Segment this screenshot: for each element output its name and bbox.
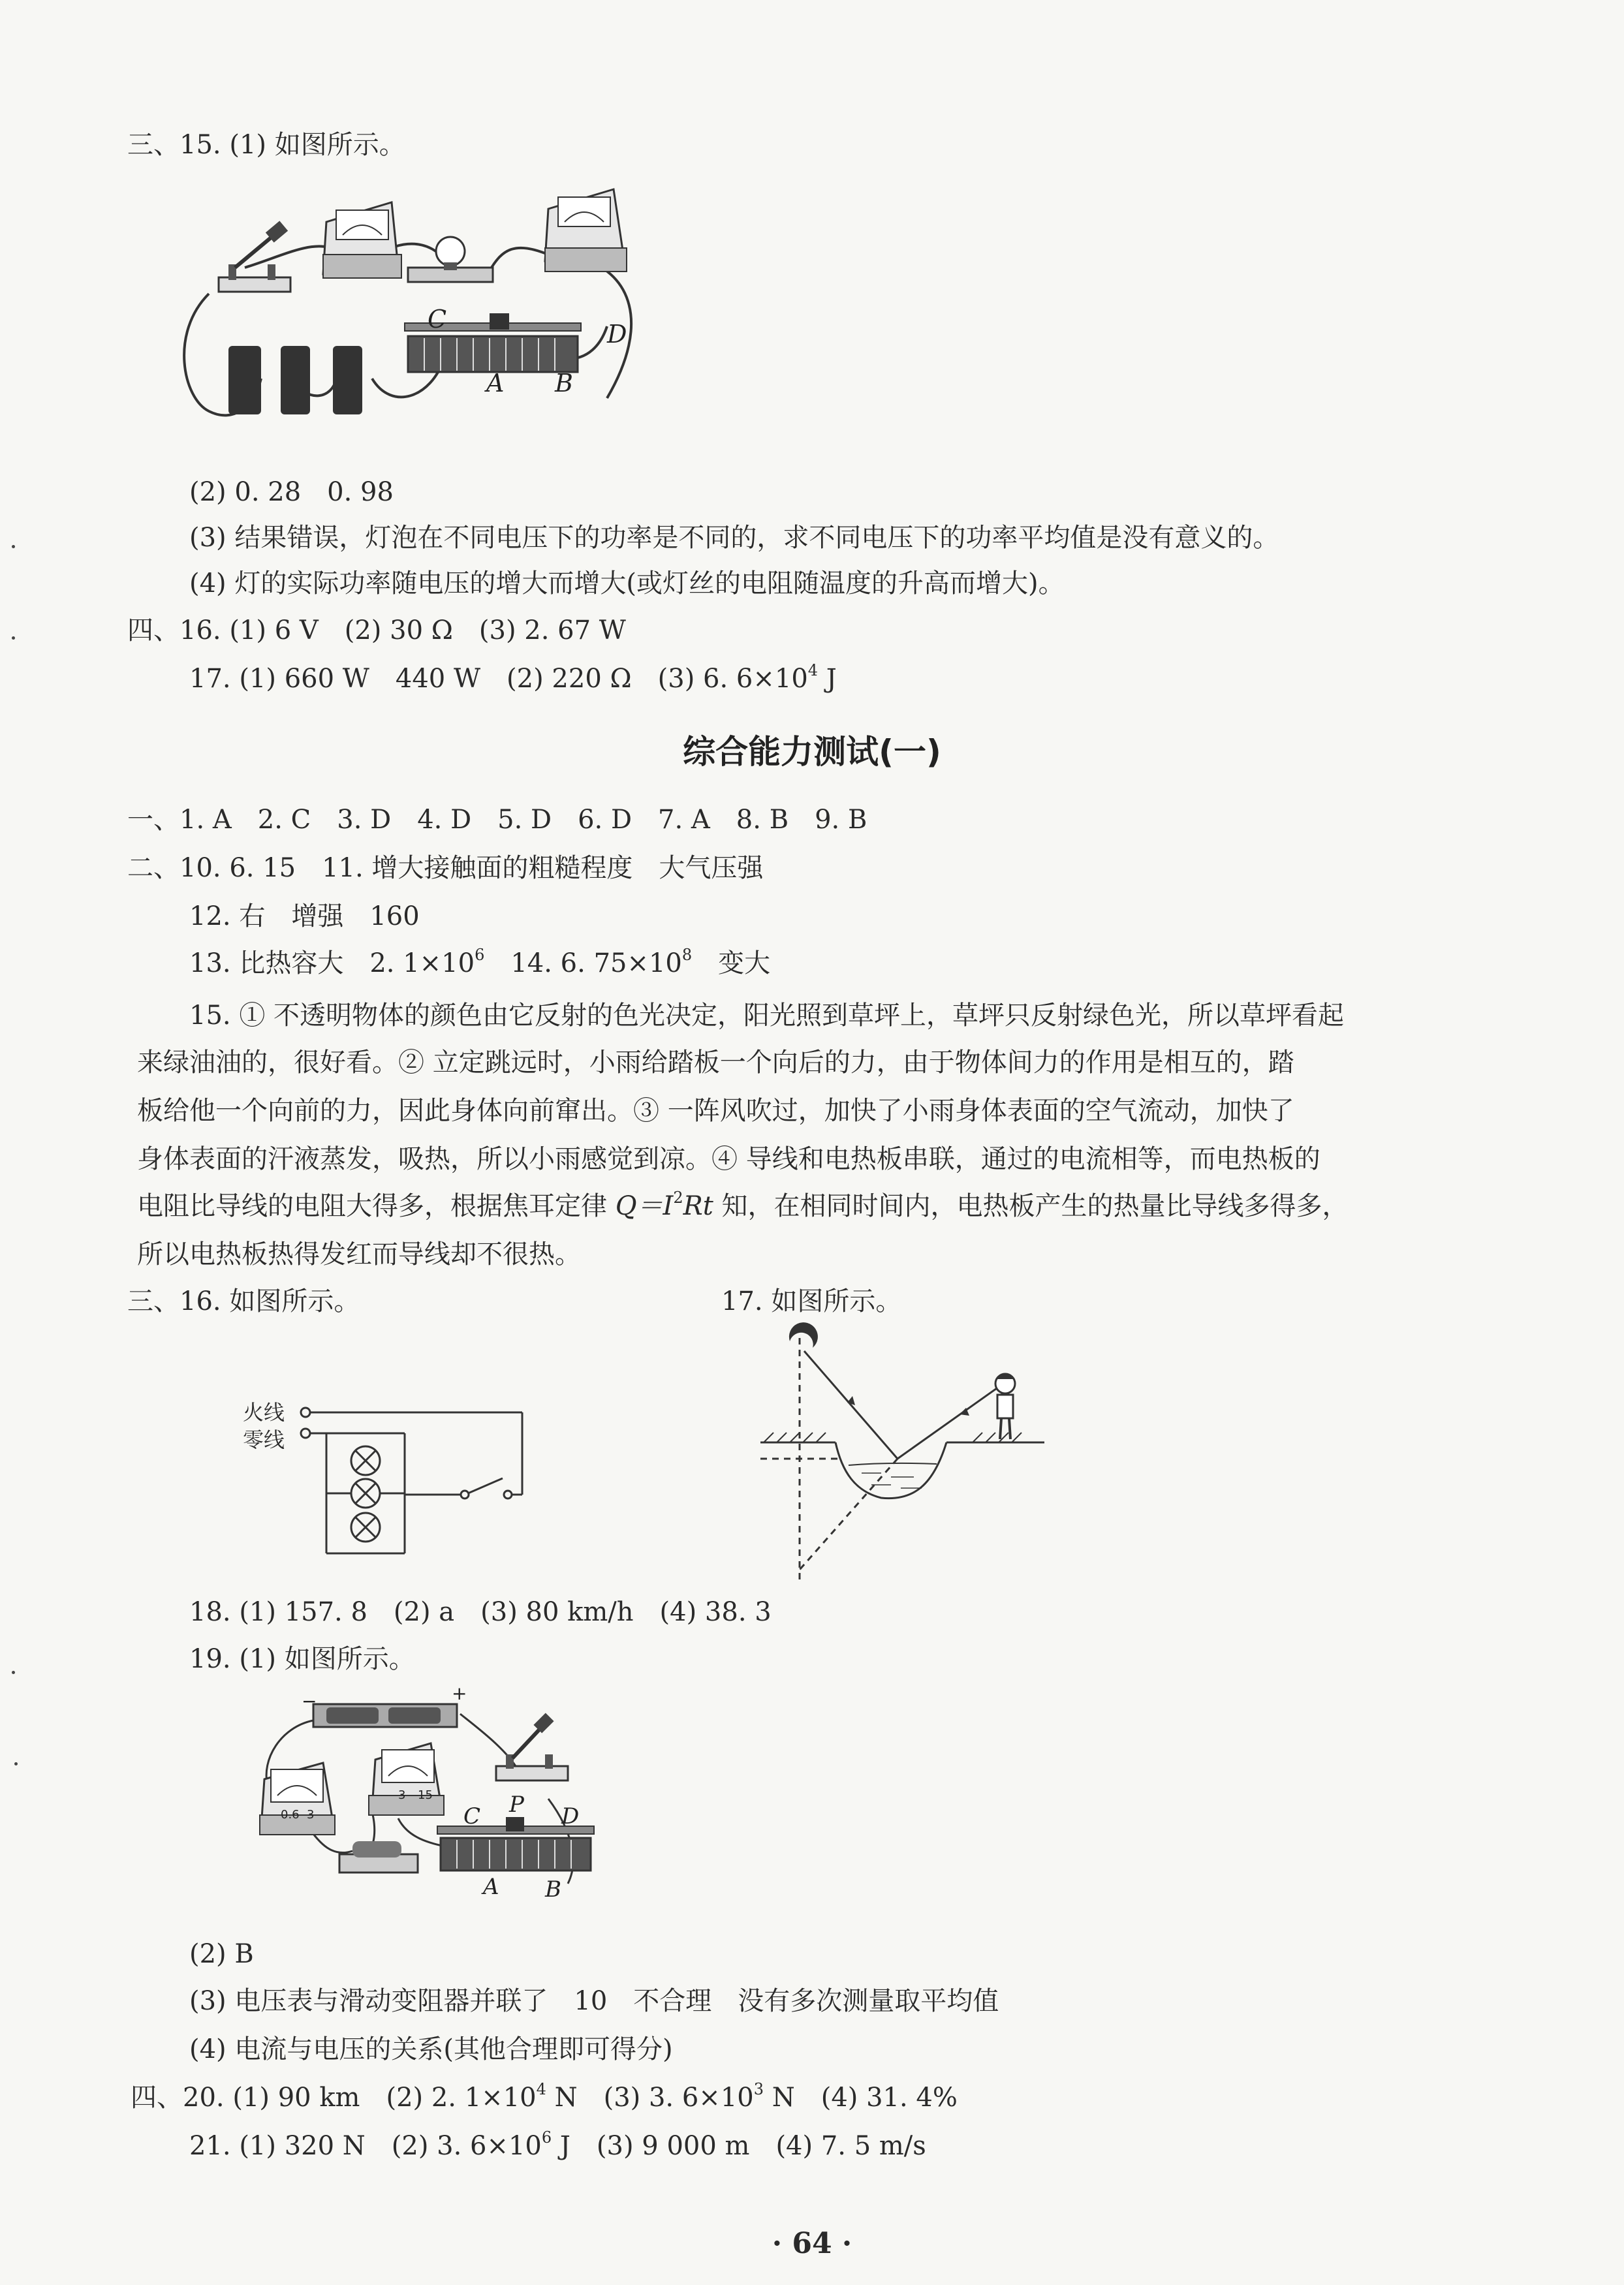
ammeter-icon: [260, 1763, 335, 1835]
q15-paragraph-line-4: 身体表面的汗液蒸发，吸热，所以小雨感觉到凉。④ 导线和电热板串联，通过的电流相等，而电热板的: [137, 1144, 1320, 1174]
q15-heading: 三、15. (1) 如图所示。: [127, 130, 405, 160]
ammeter-scale-0.6: 0.6: [281, 1808, 300, 1822]
q18-answer: 18. (1) 157. 8 (2) a (3) 80 km/h (4) 38. 3: [189, 1597, 772, 1627]
section-title: 综合能力测试(一): [683, 733, 941, 771]
voltmeter-scale-15: 15: [418, 1788, 433, 1802]
circuit-diagram-1: [183, 163, 679, 450]
q15-answer-3: (3) 结果错误，灯泡在不同电压下的功率是不同的，求不同电压下的功率平均值是没有意义的。: [189, 523, 1279, 553]
q15-paragraph-line-5: 电阻比导线的电阻大得多，根据焦耳定律 $Q=I^2Rt$ 知，在相同时间内，电热板产生的热量比导线多得多，: [137, 1189, 1349, 1221]
plus-sign: +: [452, 1688, 467, 1704]
voltmeter-icon: [323, 202, 401, 278]
ammeter-scale-3: 3: [307, 1808, 315, 1822]
choice-answers: 一、1. A 2. C 3. D 4. D 5. D 6. D 7. A 8. B 9. B: [127, 805, 867, 835]
margin-mark: [12, 636, 15, 640]
q21-answer: 21. (1) 320 N (2) 3. $6\times 10^6$ J (3) 9 000 m (4) 7. 5 m/s: [189, 2128, 926, 2161]
q15-paragraph-line-3: 板给他一个向前的力，因此身体向前窜出。③ 一阵风吹过，加快了小雨身体表面的空气流动，加快了: [137, 1096, 1294, 1126]
q15-paragraph-line-6: 所以电热板热得发红而导线却不很热。: [137, 1239, 581, 1269]
moon-icon: [789, 1322, 818, 1348]
q15-answer-2: (2) 0. 28 0. 98: [189, 477, 394, 507]
household-circuit-diagram: [287, 1397, 535, 1566]
q15-answer-4: (4) 灯的实际功率随电压的增大而增大(或灯丝的电阻随温度的升高而增大)。: [189, 568, 1065, 598]
q16-heading: 三、16. 如图所示。: [127, 1286, 360, 1316]
label-a: A: [483, 1874, 499, 1900]
margin-mark: [12, 545, 15, 548]
q17-answer: 17. (1) 660 W 440 W (2) 220 Ω (3) 6. $6\times 10^4$ J: [189, 661, 837, 694]
minus-sign: −: [302, 1690, 317, 1712]
reflection-diagram: [751, 1322, 1090, 1583]
circuit-diagram-2: [242, 1688, 607, 1910]
page-number: · 64 ·: [772, 2227, 852, 2260]
ammeter-icon: [545, 189, 627, 272]
label-b: B: [545, 1876, 561, 1903]
live-wire-label: 火线: [243, 1400, 285, 1425]
label-c: C: [428, 305, 447, 334]
q19-answer-3: (3) 电压表与滑动变阻器并联了 10 不合理 没有多次测量取平均值: [189, 1986, 999, 2016]
q15-paragraph-line-1: 15. ① 不透明物体的颜色由它反射的色光决定，阳光照到草坪上，草坪只反射绿色光，所以草坪看起: [189, 1001, 1345, 1031]
q20-answer: 四、20. (1) 90 km (2) 2. $1\times 10^4$ N (3) 3. $6\times 10^3$ N (4) 31. 4%: [131, 2080, 958, 2113]
voltmeter-icon: [369, 1743, 444, 1815]
label-b: B: [555, 369, 573, 397]
label-d: D: [561, 1803, 580, 1829]
q15-paragraph-line-2: 来绿油油的，很好看。② 立定跳远时，小雨给踏板一个向后的力，由于物体间力的作用是相互的，踏: [137, 1048, 1294, 1078]
q19-answer-4: (4) 电流与电压的关系(其他合理即可得分): [189, 2034, 673, 2064]
label-c: C: [463, 1803, 481, 1829]
fill-answer-13-14: 13. 比热容大 2. $1\times 10^6$ 14. 6. $75\times 10^8$ 变大: [189, 946, 771, 978]
q19-answer-2: (2) B: [189, 1939, 254, 1969]
margin-mark: [14, 1762, 18, 1765]
label-p: P: [509, 1792, 524, 1818]
battery-pack-icon: [313, 1704, 457, 1727]
label-d: D: [607, 320, 627, 349]
switch-icon: [496, 1713, 568, 1780]
child-icon: [995, 1373, 1015, 1439]
margin-mark: [12, 1671, 15, 1674]
fill-answer-12: 12. 右 增强 160: [189, 901, 420, 931]
neutral-wire-label: 零线: [243, 1427, 285, 1452]
q19-heading: 19. (1) 如图所示。: [189, 1644, 415, 1674]
label-a: A: [486, 369, 505, 397]
voltmeter-scale-3: 3: [398, 1788, 406, 1802]
q16-answer: 四、16. (1) 6 V (2) 30 Ω (3) 2. 67 W: [127, 615, 626, 645]
bulb-icon: [339, 1841, 418, 1873]
fill-answer-10-11: 二、10. 6. 15 11. 增大接触面的粗糙程度 大气压强: [127, 853, 764, 883]
battery-icon: [228, 346, 362, 414]
q17-heading: 17. 如图所示。: [721, 1286, 902, 1316]
